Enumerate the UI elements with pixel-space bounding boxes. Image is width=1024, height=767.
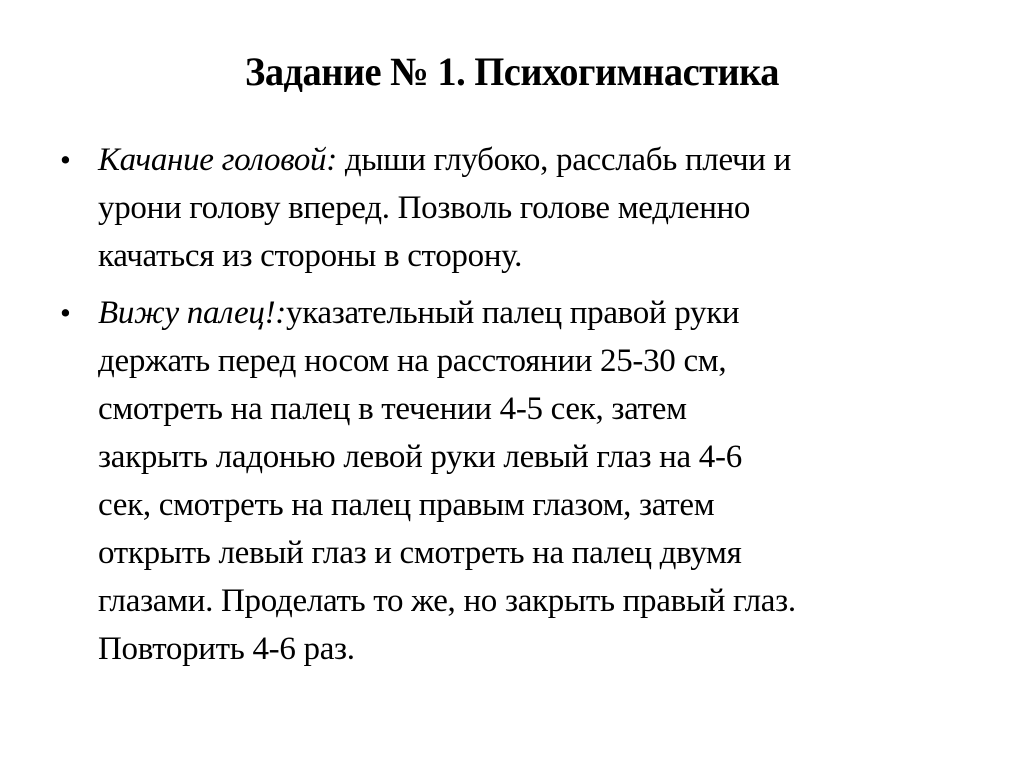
bullet-line: Повторить 4-6 раз. <box>98 631 355 667</box>
bullet-item-head-swing <box>56 136 986 280</box>
bullet-line: качаться из стороны в сторону. <box>98 238 523 274</box>
bullet-item-see-finger <box>56 289 986 673</box>
bullet-line: глазами. Проделать то же, но закрыть правый глаз. <box>98 583 796 619</box>
bullet-line: закрыть ладонью левой руки левый глаз на 4-6 <box>98 439 742 475</box>
bullet-line: сек, смотреть на палец правым глазом, затем <box>98 487 715 523</box>
bullet-line: держать перед носом на расстоянии 25-30 см, <box>98 343 727 379</box>
bullet-dot-icon: • <box>60 142 71 177</box>
bullet-dot-icon: • <box>60 295 71 330</box>
bullet-line: смотреть на палец в течении 4-5 сек, затем <box>98 391 687 427</box>
bullet-line: открыть левый глаз и смотреть на палец двумя <box>98 535 742 571</box>
bullet-list <box>56 136 986 682</box>
bullet-line: урони голову вперед. Позволь голове медленно <box>98 190 751 226</box>
bullet-text: указательный палец правой руки <box>286 295 740 331</box>
bullet-lead: Качание головой: <box>98 142 337 178</box>
bullet-lead: Вижу палец!: <box>98 295 286 331</box>
bullet-text: дыши глубоко, расслабь плечи и <box>336 142 791 178</box>
bullet-line <box>98 289 986 337</box>
bullet-line <box>98 136 986 184</box>
slide-title: Задание № 1. Психогимнастика <box>245 49 779 94</box>
